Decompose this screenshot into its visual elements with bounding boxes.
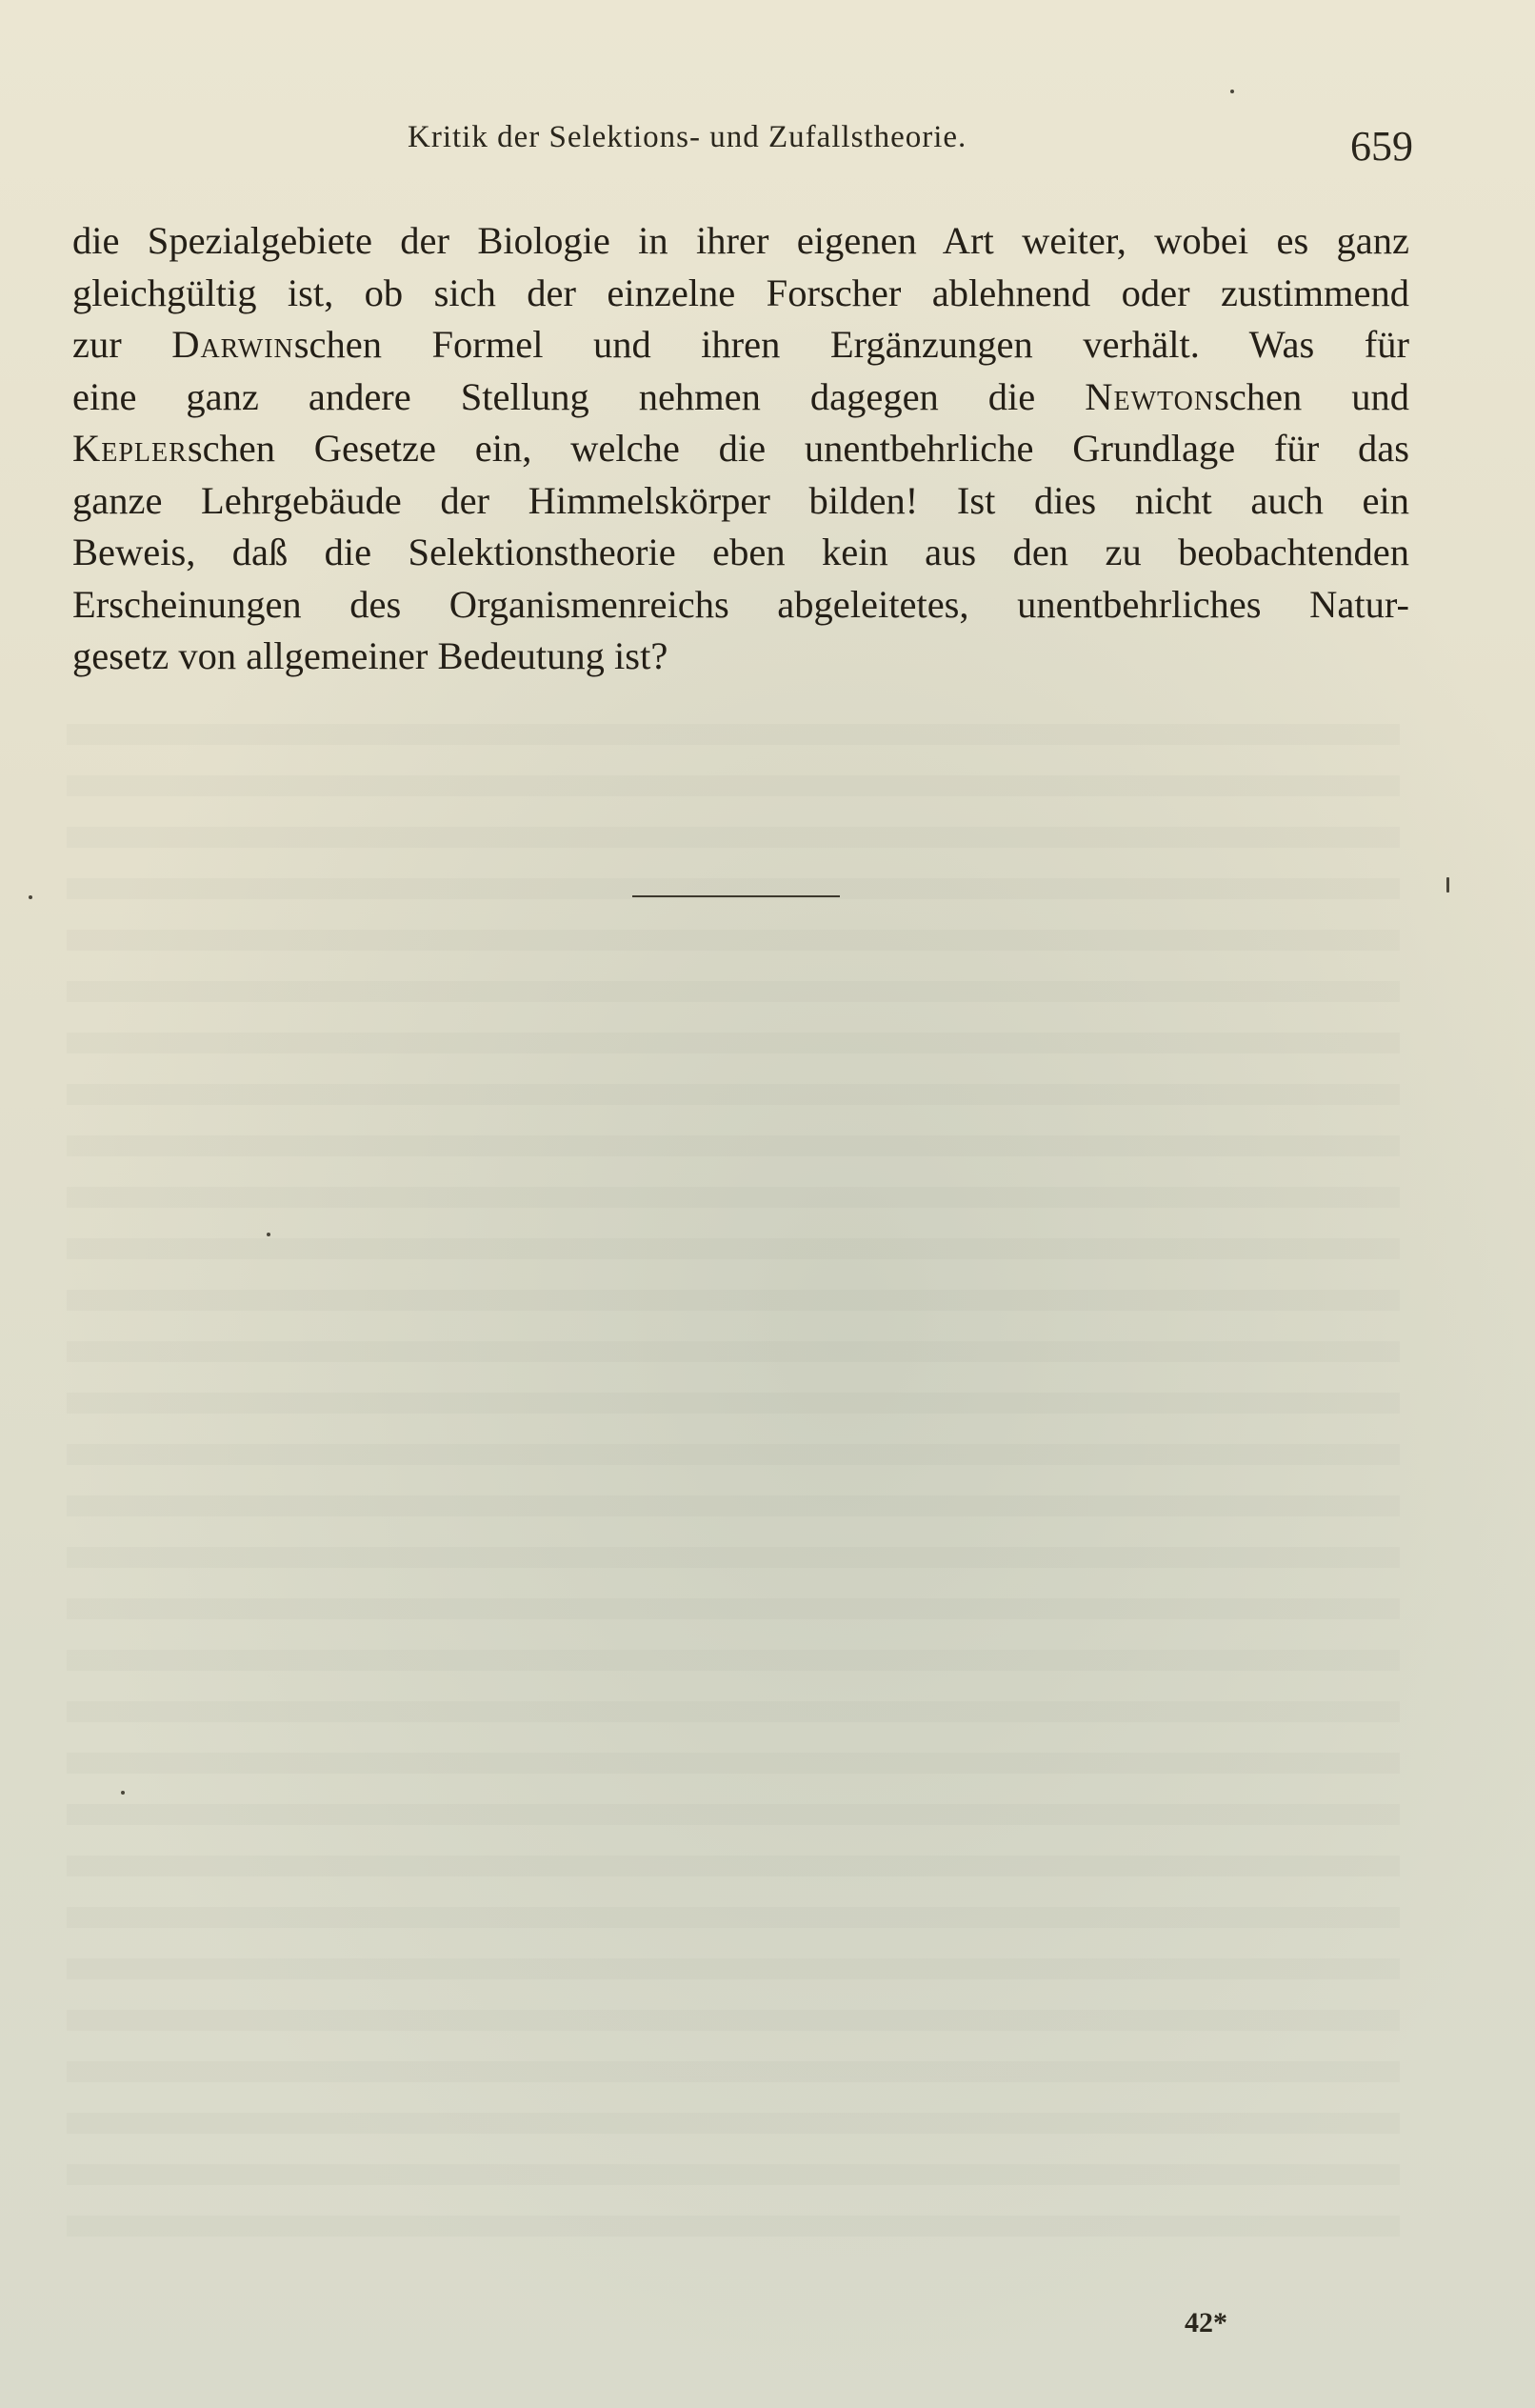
- bleed-through-area: [67, 724, 1400, 2248]
- text-line: ganze Lehrgebäude der Himmelskörper bilden! Ist dies nicht auch ein: [72, 478, 1409, 522]
- text-fragment: schen Formel und ihren Ergänzungen verhält. Was für: [293, 323, 1410, 366]
- text-line: gesetz von allgemeiner Bedeutung ist?: [72, 634, 668, 677]
- scan-speck: [1230, 90, 1234, 93]
- body-paragraph: [72, 215, 1409, 683]
- text-fragment: zur: [72, 323, 172, 366]
- scan-speck: [29, 895, 32, 899]
- scan-speck: [121, 1791, 125, 1795]
- running-title: Kritik der Selektions- und Zufallstheorie.: [408, 120, 967, 154]
- text-line: Erscheinungen des Organismenreichs abgeleitetes, unentbehrliches Natur-: [72, 582, 1409, 626]
- text-line: gleichgültig ist, ob sich der einzelne Forscher ablehnend oder zustimmend: [72, 271, 1409, 314]
- text-line: [72, 319, 1409, 371]
- signature-mark: 42*: [1185, 2307, 1227, 2338]
- section-divider-rule: [632, 895, 840, 897]
- author-name-darwin: Darwin: [171, 323, 294, 366]
- text-line: die Spezialgebiete der Biologie in ihrer eigenen Art weiter, wobei es ganz: [72, 219, 1409, 262]
- text-line: [72, 423, 1409, 475]
- author-name-kepler: Kepler: [72, 427, 188, 470]
- scan-speck: [1446, 877, 1449, 893]
- text-fragment: schen und: [1214, 374, 1409, 418]
- text-line: [72, 371, 1409, 424]
- text-fragment: schen Gesetze ein, welche die unentbehrliche Grundlage für das: [187, 427, 1409, 470]
- scan-speck: [267, 1233, 270, 1236]
- text-line: Beweis, daß die Selektionstheorie eben kein aus den zu beobachtenden: [72, 531, 1409, 573]
- page-number: 659: [1350, 123, 1413, 170]
- text-fragment: eine ganz andere Stellung nehmen dagegen die: [72, 374, 1086, 418]
- author-name-newton: Newton: [1085, 374, 1215, 418]
